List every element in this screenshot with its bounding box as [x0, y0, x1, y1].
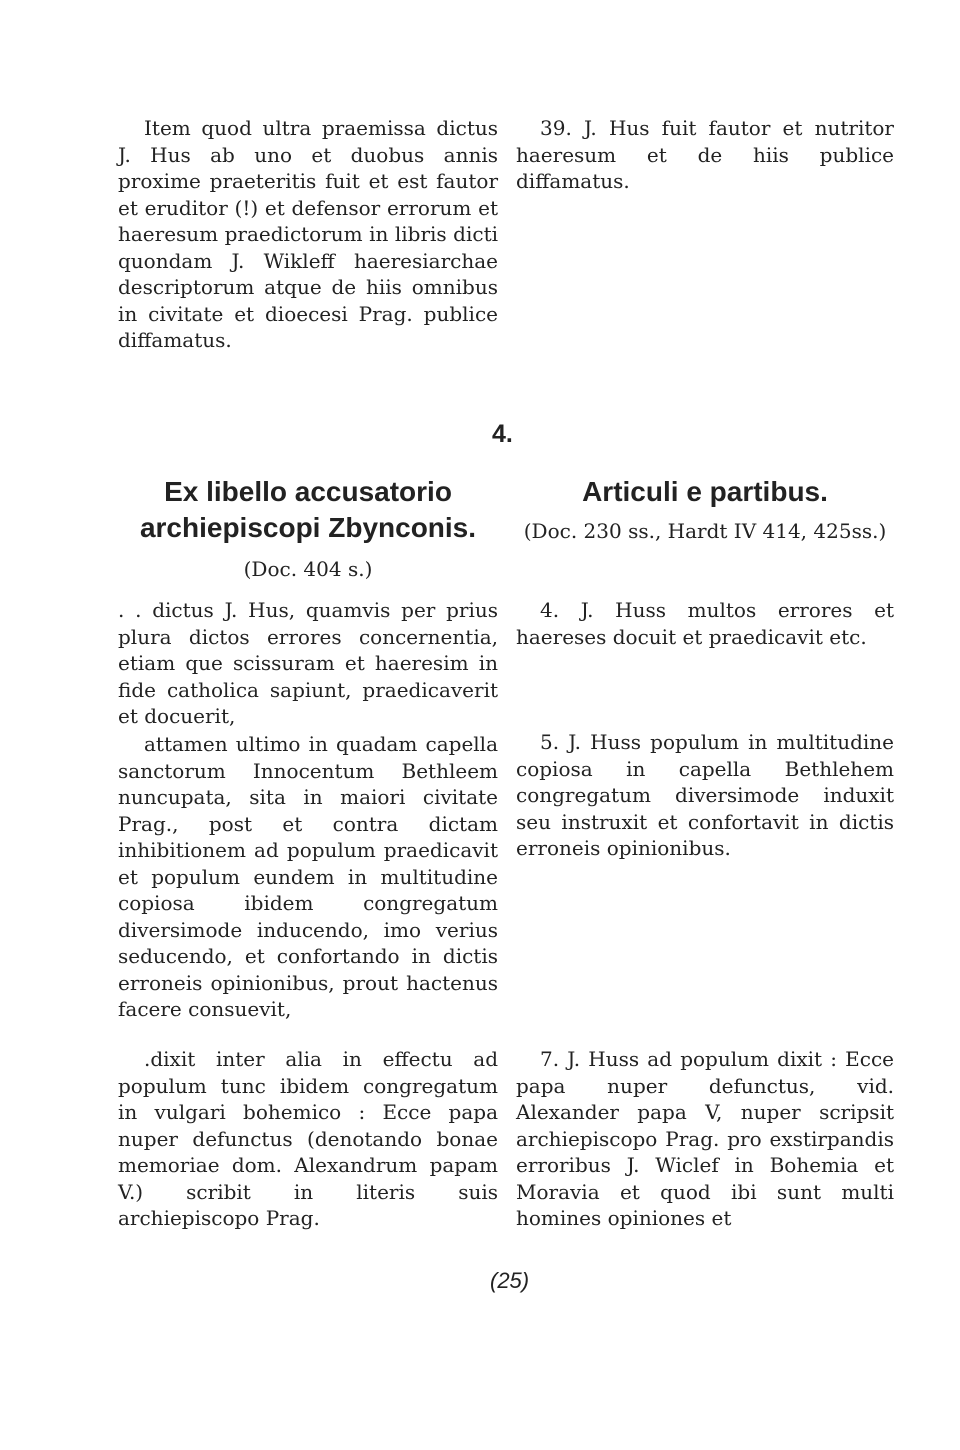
left-paragraph-1: . . dictus J. Hus, quamvis per prius plura dictos errores concernentia, etiam que scissuram et haeresim in fide catholica sapiunt, praedicaverit et docuerit,	[118, 598, 498, 728]
right-subheading: (Doc. 230 ss., Hardt IV 414, 425ss.)	[523, 519, 887, 543]
left-heading: Ex libello accusatorio archiepiscopi Zbynconis.	[139, 476, 477, 543]
right-heading: Articuli e partibus.	[582, 476, 828, 507]
left-paragraph-2: attamen ultimo in quadam capella sanctorum Innocentum Bethleem nuncupata, sita in maiori civitate Prag., post et contra dictam inhibitionem ad populum praedicavit et populum eundem in multitudine copiosa ibidem congregatum diversimode inducendo, imo verius seducendo, et confortando in dictis erroneis opinionibus, prout hactenus facere consuevit,	[118, 732, 498, 1021]
top-left-paragraph: Item quod ultra praemissa dictus J. Hus ab uno et duobus annis proxime praeteritis fuit et est fautor et eruditor (!) et defensor errorum et haeresum praedictorum in libris dicti quondam J. Wikleff haeresiarchae descriptorum atque de hiis omnibus in civitate et dioecesi Prag. publice diffamatus.	[118, 116, 498, 352]
right-paragraph-5: 5. J. Huss populum in multitudine copiosa in capella Bethlehem congregatum diversimode induxit seu instruxit et confortavit in dictis erroneis opinionibus.	[516, 730, 894, 860]
top-right-paragraph: 39. J. Hus fuit fautor et nutritor haeresum et de hiis publice diffamatus.	[516, 116, 894, 193]
left-subheading: (Doc. 404 s.)	[243, 557, 373, 581]
left-paragraph-3: .dixit inter alia in effectu ad populum tunc ibidem congregatum in vulgari bohemico : Ecce papa nuper defunctus (denotando bonae memoriae dom. Alexandrum papam V.) scribit in literis suis archiepiscopo Prag.	[118, 1047, 498, 1230]
right-paragraph-7: 7. J. Huss ad populum dixit : Ecce papa nuper defunctus, vid. Alexander papa V, nuper scripsit archiepiscopo Prag. pro exstirpandis erroribus J. Wiclef in Bohemia et Moravia et quod ibi sunt multi homines opiniones et	[516, 1047, 894, 1230]
section-number: 4.	[492, 420, 513, 448]
right-paragraph-4: 4. J. Huss multos errores et haereses docuit et praedicavit etc.	[516, 598, 894, 649]
page-number: (25)	[490, 1268, 530, 1293]
